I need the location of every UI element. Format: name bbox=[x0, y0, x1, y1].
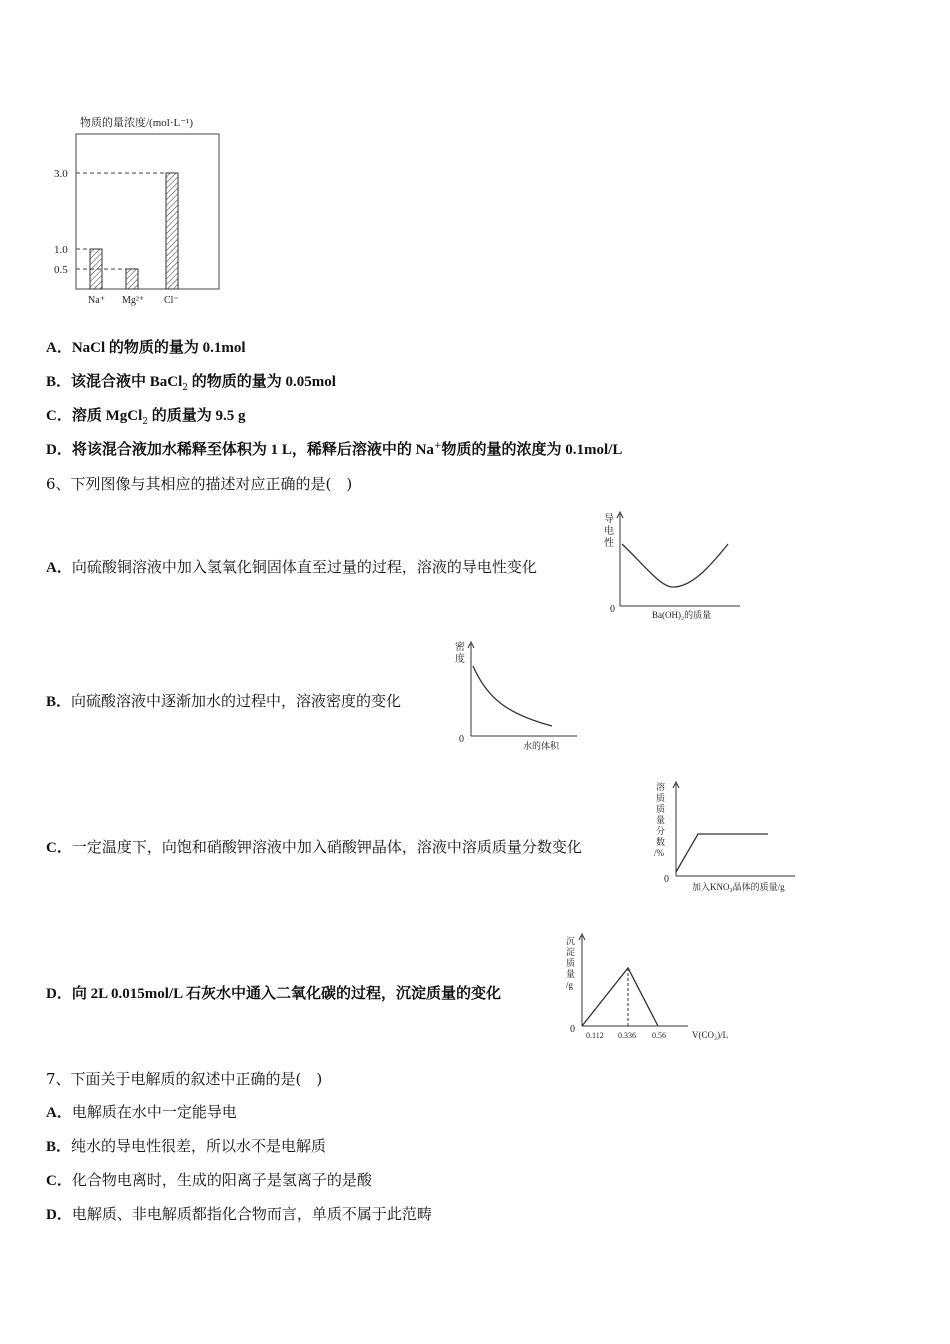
svg-text:质: 质 bbox=[566, 958, 576, 968]
q5-option-d[interactable]: D．将该混合液加水稀释至体积为 1 L，稀释后溶液中的 Na+物质的量的浓度为 0.1mol/L bbox=[46, 441, 623, 458]
category-label: Na⁺ bbox=[88, 295, 105, 306]
precipitate-line bbox=[582, 968, 658, 1026]
svg-text:性: 性 bbox=[604, 538, 614, 549]
svg-text:0.56: 0.56 bbox=[652, 1031, 666, 1040]
category-label: Mg²⁺ bbox=[122, 295, 145, 306]
svg-text:V(CO₂)/L: V(CO₂)/L bbox=[692, 1030, 729, 1040]
q6-fig-b bbox=[447, 636, 587, 754]
svg-text:加入KNO₃晶体的质量/g: 加入KNO₃晶体的质量/g bbox=[692, 882, 785, 892]
q6-option-a[interactable]: A．向硫酸铜溶液中加入氢氧化铜固体直至过量的过程，溶液的导电性变化 bbox=[46, 558, 537, 576]
svg-text:0.336: 0.336 bbox=[618, 1031, 636, 1040]
q7-option-d[interactable]: D．电解质、非电解质都指化合物而言，单质不属于此范畴 bbox=[46, 1205, 432, 1223]
tick-label: 0.5 bbox=[54, 264, 68, 276]
svg-text:0: 0 bbox=[459, 734, 464, 745]
q7-option-a[interactable]: A．电解质在水中一定能导电 bbox=[46, 1103, 237, 1121]
q5-option-a[interactable]: A．NaCl 的物质的量为 0.1mol bbox=[46, 340, 246, 356]
q7-stem: 7、下面关于电解质的叙述中正确的是( ) bbox=[46, 1070, 323, 1088]
q6-fig-c bbox=[650, 776, 800, 896]
q6-fig-d bbox=[558, 930, 738, 1050]
svg-text:电: 电 bbox=[604, 526, 614, 537]
svg-text:质: 质 bbox=[656, 804, 666, 814]
svg-text:质: 质 bbox=[656, 793, 666, 803]
q5-option-b[interactable]: B．该混合液中 BaCl$_2$ 的物质的量为 0.05mol bbox=[46, 374, 336, 393]
svg-text:分: 分 bbox=[656, 826, 666, 836]
svg-text:淀: 淀 bbox=[566, 947, 576, 957]
q6-stem: 6、下列图像与其相应的描述对应正确的是( ) bbox=[46, 475, 353, 493]
svg-text:度: 度 bbox=[455, 654, 465, 665]
svg-text:/%: /% bbox=[654, 848, 664, 858]
svg-text:密: 密 bbox=[455, 642, 465, 653]
tick-label: 1.0 bbox=[54, 244, 68, 256]
svg-text:量: 量 bbox=[656, 815, 666, 825]
svg-text:0: 0 bbox=[570, 1024, 575, 1035]
bar-mg bbox=[126, 269, 138, 289]
svg-text:0: 0 bbox=[610, 604, 615, 615]
svg-text:Ba(OH)₂的质量: Ba(OH)₂的质量 bbox=[652, 610, 712, 620]
q5-option-c[interactable]: C．溶质 MgCl$_2$ 的质量为 9.5 g bbox=[46, 408, 246, 427]
q7-option-c[interactable]: C．化合物电离时，生成的阳离子是氢离子的是酸 bbox=[46, 1171, 372, 1189]
bar-na bbox=[90, 249, 102, 289]
svg-text:沉: 沉 bbox=[566, 936, 576, 946]
svg-text:水的体积: 水的体积 bbox=[523, 741, 560, 751]
q6-fig-a bbox=[600, 508, 750, 624]
svg-text:数: 数 bbox=[656, 837, 666, 847]
q7-option-b[interactable]: B．纯水的导电性很差，所以水不是电解质 bbox=[46, 1137, 327, 1155]
category-label: Cl⁻ bbox=[164, 295, 179, 306]
svg-text:0.112: 0.112 bbox=[586, 1031, 604, 1040]
mass-fraction-line bbox=[676, 834, 768, 872]
chart-ylabel: 物质的量浓度/(mol·L⁻¹) bbox=[80, 117, 193, 129]
q6-option-c[interactable]: C．一定温度下，向饱和硝酸钾溶液中加入硝酸钾晶体，溶液中溶质质量分数变化 bbox=[46, 838, 582, 856]
q6-option-b[interactable]: B．向硫酸溶液中逐渐加水的过程中，溶液密度的变化 bbox=[46, 692, 402, 710]
svg-text:量: 量 bbox=[566, 969, 576, 979]
tick-label: 3.0 bbox=[54, 168, 68, 180]
svg-text:溶: 溶 bbox=[656, 782, 666, 792]
conductivity-curve bbox=[622, 544, 728, 587]
svg-text:0: 0 bbox=[664, 874, 669, 885]
svg-text:/g: /g bbox=[566, 980, 574, 990]
q6-option-d[interactable]: D．向 2L 0.015mol/L 石灰水中通入二氧化碳的过程，沉淀质量的变化 bbox=[46, 986, 502, 1002]
density-curve bbox=[473, 666, 552, 726]
q5-bar-chart bbox=[50, 112, 250, 312]
bar-cl bbox=[166, 173, 178, 289]
svg-text:导: 导 bbox=[604, 514, 614, 525]
